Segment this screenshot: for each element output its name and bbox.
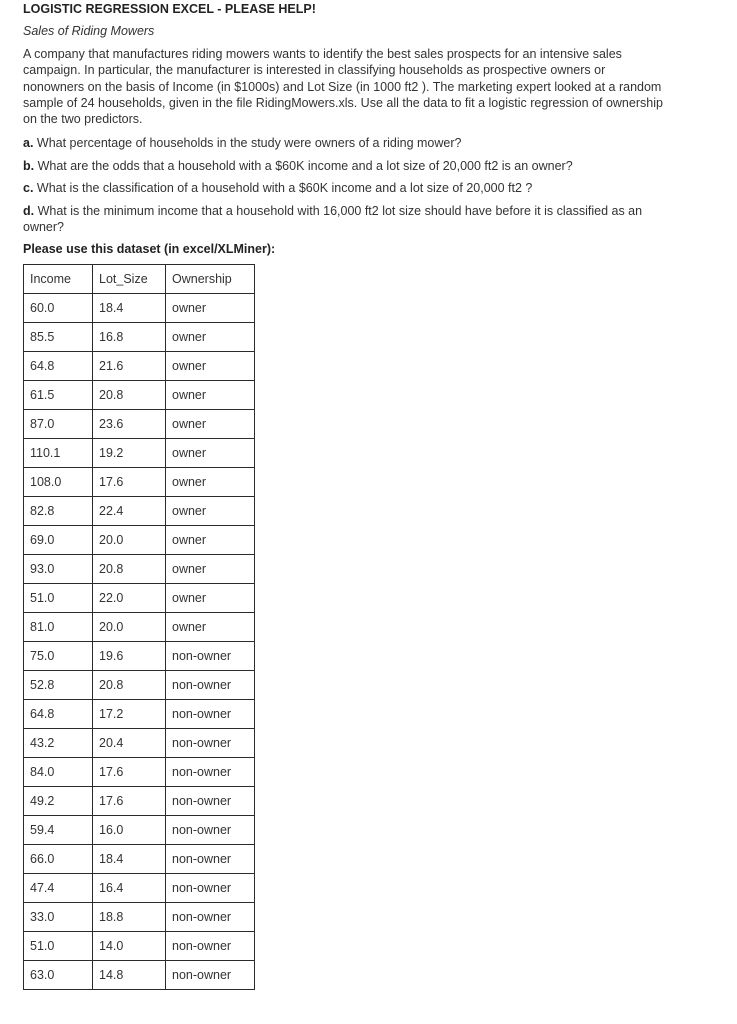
- question-b: [23, 158, 663, 174]
- cell-ownership: non-owner: [166, 903, 255, 932]
- cell-ownership: non-owner: [166, 787, 255, 816]
- cell-income: 51.0: [24, 932, 93, 961]
- table-row: [24, 729, 255, 758]
- cell-ownership: non-owner: [166, 874, 255, 903]
- cell-lot-size: 22.0: [93, 584, 166, 613]
- table-row: [24, 700, 255, 729]
- table-row: [24, 903, 255, 932]
- cell-ownership: owner: [166, 526, 255, 555]
- cell-income: 87.0: [24, 410, 93, 439]
- cell-lot-size: 18.4: [93, 294, 166, 323]
- column-header-income: Income: [24, 265, 93, 294]
- cell-ownership: non-owner: [166, 932, 255, 961]
- cell-income: 52.8: [24, 671, 93, 700]
- cell-ownership: non-owner: [166, 671, 255, 700]
- page-title: LOGISTIC REGRESSION EXCEL - PLEASE HELP!: [23, 2, 316, 16]
- table-row: [24, 671, 255, 700]
- table-row: [24, 758, 255, 787]
- cell-ownership: owner: [166, 410, 255, 439]
- table-row: [24, 961, 255, 990]
- cell-lot-size: 16.8: [93, 323, 166, 352]
- cell-income: 60.0: [24, 294, 93, 323]
- cell-income: 63.0: [24, 961, 93, 990]
- table-row: [24, 845, 255, 874]
- question-label: d.: [23, 204, 35, 218]
- question-label: a.: [23, 136, 34, 150]
- cell-lot-size: 20.0: [93, 526, 166, 555]
- question-text: What percentage of households in the study were owners of a riding mower?: [33, 136, 462, 150]
- cell-income: 33.0: [24, 903, 93, 932]
- cell-lot-size: 20.0: [93, 613, 166, 642]
- question-label: c.: [23, 181, 34, 195]
- table-row: [24, 584, 255, 613]
- cell-ownership: non-owner: [166, 961, 255, 990]
- question-text: What is the minimum income that a household with 16,000 ft2 lot size should have before it is classified as an owner?: [23, 204, 643, 235]
- cell-lot-size: 18.8: [93, 903, 166, 932]
- cell-income: 64.8: [24, 352, 93, 381]
- cell-lot-size: 17.2: [93, 700, 166, 729]
- table-row: [24, 381, 255, 410]
- cell-lot-size: 20.8: [93, 555, 166, 584]
- cell-lot-size: 20.4: [93, 729, 166, 758]
- cell-ownership: non-owner: [166, 700, 255, 729]
- cell-income: 110.1: [24, 439, 93, 468]
- cell-income: 82.8: [24, 497, 93, 526]
- table-row: [24, 816, 255, 845]
- cell-ownership: owner: [166, 584, 255, 613]
- cell-income: 75.0: [24, 642, 93, 671]
- dataset-table: [23, 264, 255, 990]
- cell-ownership: non-owner: [166, 758, 255, 787]
- cell-ownership: non-owner: [166, 729, 255, 758]
- cell-ownership: owner: [166, 294, 255, 323]
- cell-lot-size: 20.8: [93, 671, 166, 700]
- table-row: [24, 294, 255, 323]
- cell-income: 84.0: [24, 758, 93, 787]
- cell-ownership: owner: [166, 381, 255, 410]
- table-row: [24, 497, 255, 526]
- cell-ownership: non-owner: [166, 845, 255, 874]
- cell-lot-size: 17.6: [93, 758, 166, 787]
- cell-lot-size: 14.0: [93, 932, 166, 961]
- cell-lot-size: 14.8: [93, 961, 166, 990]
- table-row: [24, 642, 255, 671]
- cell-lot-size: 23.6: [93, 410, 166, 439]
- cell-lot-size: 18.4: [93, 845, 166, 874]
- cell-lot-size: 17.6: [93, 468, 166, 497]
- page-subtitle: Sales of Riding Mowers: [23, 24, 155, 38]
- cell-ownership: non-owner: [166, 642, 255, 671]
- cell-income: 64.8: [24, 700, 93, 729]
- cell-income: 43.2: [24, 729, 93, 758]
- table-row: [24, 410, 255, 439]
- cell-ownership: owner: [166, 613, 255, 642]
- question-text: What is the classification of a household with a $60K income and a lot size of 20,000 ft2 ?: [33, 181, 533, 195]
- question-label: b.: [23, 159, 35, 173]
- column-header-ownership: Ownership: [166, 265, 255, 294]
- question-d: [23, 203, 663, 236]
- question-a: [23, 135, 663, 151]
- cell-ownership: owner: [166, 468, 255, 497]
- cell-lot-size: 20.8: [93, 381, 166, 410]
- cell-lot-size: 19.2: [93, 439, 166, 468]
- cell-income: 51.0: [24, 584, 93, 613]
- cell-ownership: owner: [166, 555, 255, 584]
- cell-lot-size: 16.0: [93, 816, 166, 845]
- cell-ownership: owner: [166, 352, 255, 381]
- cell-lot-size: 19.6: [93, 642, 166, 671]
- table-row: [24, 439, 255, 468]
- table-row: [24, 468, 255, 497]
- cell-income: 47.4: [24, 874, 93, 903]
- cell-income: 61.5: [24, 381, 93, 410]
- column-header-lot-size: Lot_Size: [93, 265, 166, 294]
- cell-lot-size: 21.6: [93, 352, 166, 381]
- table-row: [24, 323, 255, 352]
- cell-income: 81.0: [24, 613, 93, 642]
- cell-lot-size: 17.6: [93, 787, 166, 816]
- cell-lot-size: 22.4: [93, 497, 166, 526]
- question-c: [23, 180, 663, 196]
- cell-income: 93.0: [24, 555, 93, 584]
- table-row: [24, 787, 255, 816]
- table-row: [24, 932, 255, 961]
- question-text: What are the odds that a household with a $60K income and a lot size of 20,000 ft2 is an owner?: [34, 159, 573, 173]
- table-row: [24, 555, 255, 584]
- cell-ownership: owner: [166, 497, 255, 526]
- intro-paragraph: A company that manufactures riding mowers wants to identify the best sales prospects for an intensive sales campaign. In particular, the manufacturer is interested in classifying households as prospective owners or nonowners on the basis of Income (in $1000s) and Lot Size (in 1000 ft2 ). The marketing expert looked at a random sample of 24 households, given in the file RidingMowers.xls. Use all the data to fit a logistic regression of ownership on the two predictors.: [23, 47, 663, 127]
- cell-income: 49.2: [24, 787, 93, 816]
- cell-income: 69.0: [24, 526, 93, 555]
- table-row: [24, 874, 255, 903]
- cell-lot-size: 16.4: [93, 874, 166, 903]
- table-row: [24, 526, 255, 555]
- table-header-row: [24, 265, 255, 294]
- cell-ownership: owner: [166, 439, 255, 468]
- cell-income: 85.5: [24, 323, 93, 352]
- table-body: [24, 294, 255, 990]
- table-row: [24, 613, 255, 642]
- cell-income: 59.4: [24, 816, 93, 845]
- table-row: [24, 352, 255, 381]
- cell-ownership: owner: [166, 323, 255, 352]
- cell-ownership: non-owner: [166, 816, 255, 845]
- cell-income: 66.0: [24, 845, 93, 874]
- cell-income: 108.0: [24, 468, 93, 497]
- dataset-label: Please use this dataset (in excel/XLMiner):: [23, 242, 276, 256]
